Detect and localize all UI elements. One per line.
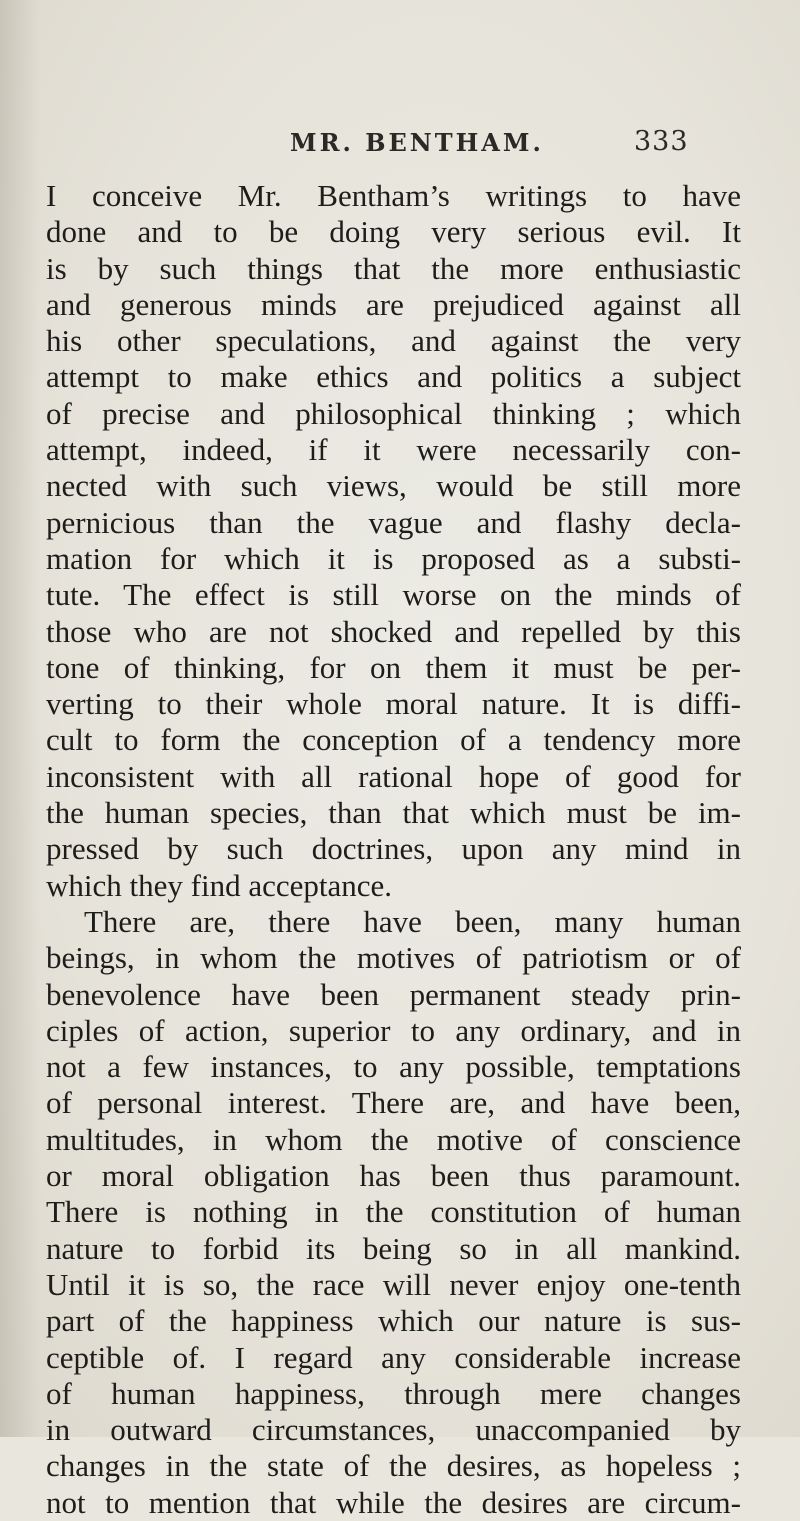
text-line: There are, there have been, many human bbox=[84, 903, 741, 939]
text-line: part of the happiness which our nature is sus- bbox=[46, 1303, 741, 1339]
text-line: attempt, indeed, if it were necessarily con- bbox=[46, 432, 741, 468]
text-line: tone of thinking, for on them it must be per- bbox=[46, 649, 741, 685]
text-line: tute. The effect is still worse on the minds of bbox=[46, 577, 741, 613]
text-line: There is nothing in the constitution of human bbox=[46, 1194, 741, 1230]
text-line: nature to forbid its being so in all mankind. bbox=[46, 1230, 741, 1266]
text-line: of personal interest. There are, and have been, bbox=[46, 1085, 741, 1121]
page-number: 333 bbox=[634, 126, 689, 157]
text-line: pernicious than the vague and flashy decla- bbox=[46, 504, 741, 540]
text-line: Until it is so, the race will never enjoy one-tenth bbox=[46, 1266, 741, 1302]
text-line: ceptible of. I regard any considerable increase bbox=[46, 1339, 741, 1375]
text-line: pressed by such doctrines, upon any mind in bbox=[46, 831, 741, 867]
text-line: changes in the state of the desires, as hopeless ; bbox=[46, 1448, 741, 1484]
text-line: not a few instances, to any possible, temptations bbox=[46, 1049, 741, 1085]
text-line: those who are not shocked and repelled by this bbox=[46, 613, 741, 649]
text-line: mation for which it is proposed as a substi- bbox=[46, 540, 741, 576]
text-line: in outward circumstances, unaccompanied by bbox=[46, 1412, 741, 1448]
text-line: of human happiness, through mere changes bbox=[46, 1375, 741, 1411]
text-line: or moral obligation has been thus paramount. bbox=[46, 1158, 741, 1194]
body-text bbox=[46, 178, 741, 1521]
text-line: multitudes, in whom the motive of conscience bbox=[46, 1121, 741, 1157]
text-line: benevolence have been permanent steady prin- bbox=[46, 976, 741, 1012]
text-line: and generous minds are prejudiced against all bbox=[46, 286, 741, 322]
text-line: which they find acceptance. bbox=[46, 867, 392, 903]
text-line: verting to their whole moral nature. It is diffi- bbox=[46, 686, 741, 722]
text-line: is by such things that the more enthusiastic bbox=[46, 250, 741, 286]
text-line: done and to be doing very serious evil. It bbox=[46, 214, 741, 250]
text-line: ciples of action, superior to any ordinary, and in bbox=[46, 1012, 741, 1048]
text-line: the human species, than that which must be im- bbox=[46, 795, 741, 831]
text-line: cult to form the conception of a tendency more bbox=[46, 722, 741, 758]
running-head bbox=[0, 122, 800, 162]
text-line: attempt to make ethics and politics a subject bbox=[46, 359, 741, 395]
text-line: not to mention that while the desires are circum- bbox=[46, 1484, 741, 1520]
gutter-shadow bbox=[0, 0, 40, 1437]
text-line: beings, in whom the motives of patriotism or of bbox=[46, 940, 741, 976]
text-line: his other speculations, and against the very bbox=[46, 323, 741, 359]
text-line: inconsistent with all rational hope of good for bbox=[46, 758, 741, 794]
text-line: of precise and philosophical thinking ; which bbox=[46, 395, 741, 431]
text-line: nected with such views, would be still more bbox=[46, 468, 741, 504]
text-line: I conceive Mr. Bentham’s writings to have bbox=[46, 178, 741, 213]
running-head-title: MR. BENTHAM. bbox=[290, 128, 544, 157]
